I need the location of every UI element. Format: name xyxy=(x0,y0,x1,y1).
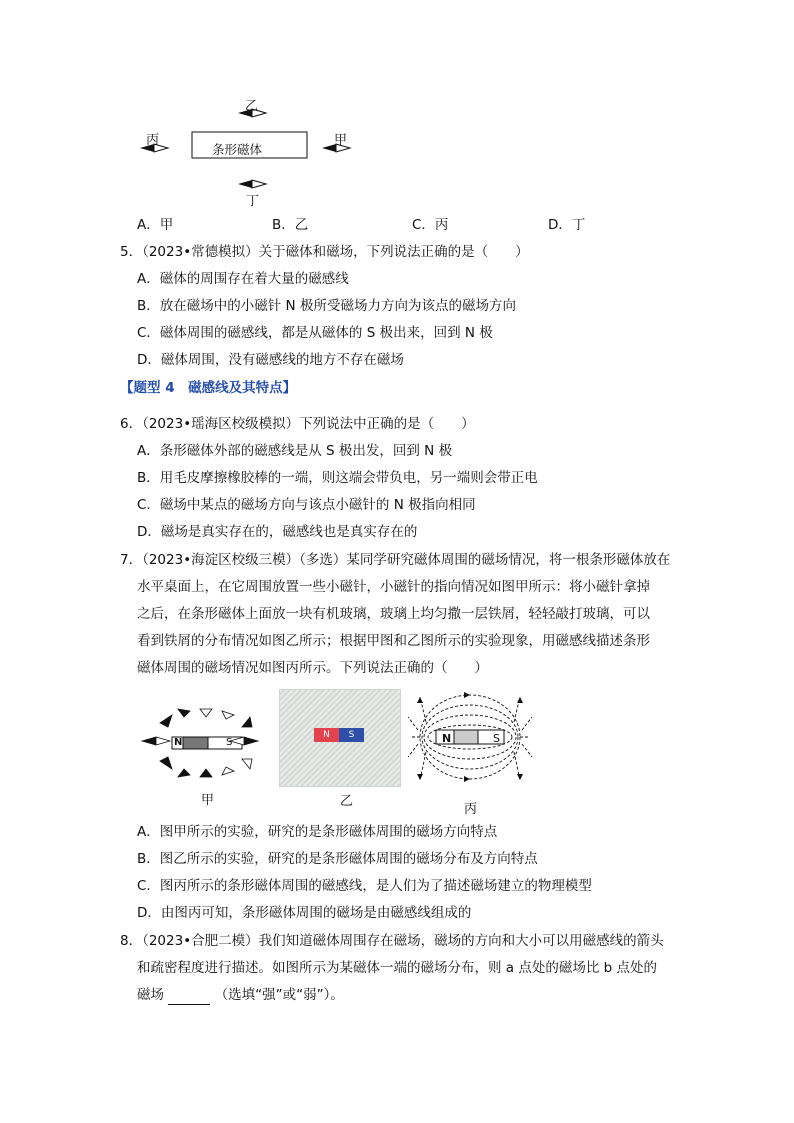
q4-choice-b: B．乙 xyxy=(272,217,309,233)
q5-option-d: D．磁体周围，没有磁感线的地方不存在磁场 xyxy=(137,352,404,368)
label-ding: 丁 xyxy=(246,194,260,209)
figure-bing-field-lines xyxy=(408,692,533,787)
q4-choice-c: C．丙 xyxy=(412,217,449,233)
q8-line-2: 和疏密程度进行描述。如图所示为某磁体一端的磁场分布，则 a 点处的磁场比 b 点处的 xyxy=(137,960,658,976)
q8-answer-blank[interactable] xyxy=(168,990,210,1005)
q8-line-1: 8．（2023•合肥二模）我们知道磁体周围存在磁场，磁场的方向和大小可以用磁感线的箭头 xyxy=(120,933,664,949)
fig-jia-pole-s: S xyxy=(226,737,233,748)
q5-option-c: C．磁体周围的磁感线，都是从磁体的 S 极出来，回到 N 极 xyxy=(137,325,493,341)
q5-option-b: B．放在磁场中的小磁针 N 极所受磁场力方向为该点的磁场方向 xyxy=(137,298,516,314)
fig-bing-pole-s: S xyxy=(493,732,500,745)
bar-magnet-photo xyxy=(314,728,364,742)
fig-jia-pole-n: N xyxy=(174,737,183,748)
section-heading: 【题型 4 磁感线及其特点】 xyxy=(120,380,297,396)
q7-line-4: 看到铁屑的分布情况如图乙所示；根据甲图和乙图所示的实验现象，用磁感线描述条形 xyxy=(137,633,650,649)
compass-ding-icon xyxy=(238,180,266,188)
q8-line-3-suffix: （选填“强”或“弱”）。 xyxy=(214,987,344,1003)
q6-option-d: D．磁场是真实存在的，磁感线也是真实存在的 xyxy=(137,524,418,540)
q6-option-b: B．用毛皮摩擦橡胶棒的一端，则这端会带负电，另一端则会带正电 xyxy=(137,470,538,486)
label-yi: 乙 xyxy=(245,99,259,114)
fig-bing-pole-n: N xyxy=(442,732,452,745)
q8-line-3-prefix: 磁场 xyxy=(137,987,164,1003)
q8-line-3 xyxy=(137,985,344,1005)
label-jia: 甲 xyxy=(334,133,348,148)
q7-option-c: C．图丙所示的条形磁体周围的磁感线，是人们为了描述磁场建立的物理模型 xyxy=(137,878,592,894)
q7-line-2: 水平桌面上，在它周围放置一些小磁针，小磁针的指向情况如图甲所示：将小磁针拿掉 xyxy=(137,579,650,595)
fig-bing-label: 丙 xyxy=(464,802,478,817)
label-bing: 丙 xyxy=(146,133,160,148)
q7-line-3: 之后，在条形磁体上面放一块有机玻璃，玻璃上均匀撒一层铁屑，轻轻敲打玻璃，可以 xyxy=(137,606,650,622)
magnet-red-end: N xyxy=(314,728,339,742)
figure-jia-compasses xyxy=(140,705,270,785)
bar-magnet-bing-mid xyxy=(454,730,478,744)
q7-option-a: A．图甲所示的实验，研究的是条形磁体周围的磁场方向特点 xyxy=(137,824,498,840)
q4-choice-a: A．甲 xyxy=(137,217,174,233)
bar-magnet-gray-mid xyxy=(183,737,208,749)
q5-option-a: A．磁体的周围存在着大量的磁感线 xyxy=(137,271,349,287)
q7-option-b: B．图乙所示的实验，研究的是条形磁体周围的磁场分布及方向特点 xyxy=(137,851,538,867)
fig-yi-label: 乙 xyxy=(340,794,354,809)
magnet-blue-end: S xyxy=(339,728,364,742)
magnet-label: 条形磁体 xyxy=(212,142,263,157)
q6-option-a: A．条形磁体外部的磁感线是从 S 极出发，回到 N 极 xyxy=(137,443,453,459)
q4-choice-d: D．丁 xyxy=(548,217,586,233)
q5-stem: 5．（2023•常德模拟）关于磁体和磁场，下列说法正确的是（ ） xyxy=(120,244,529,260)
q7-option-d: D．由图丙可知，条形磁体周围的磁场是由磁感线组成的 xyxy=(137,905,472,921)
q6-stem: 6．（2023•瑶海区校级模拟）下列说法中正确的是（ ） xyxy=(120,416,475,432)
fig-jia-label: 甲 xyxy=(201,793,215,808)
figure-yi-iron-filings xyxy=(279,689,401,787)
q7-line-1: 7．（2023•海淀区校级三模）（多选）某同学研究磁体周围的磁场情况，将一根条形磁体放在 xyxy=(120,552,671,568)
q7-line-5: 磁体周围的磁场情况如图丙所示。下列说法正确的（ ） xyxy=(137,660,488,676)
q6-option-c: C．磁场中某点的磁场方向与该点小磁针的 N 极指向相同 xyxy=(137,497,476,513)
